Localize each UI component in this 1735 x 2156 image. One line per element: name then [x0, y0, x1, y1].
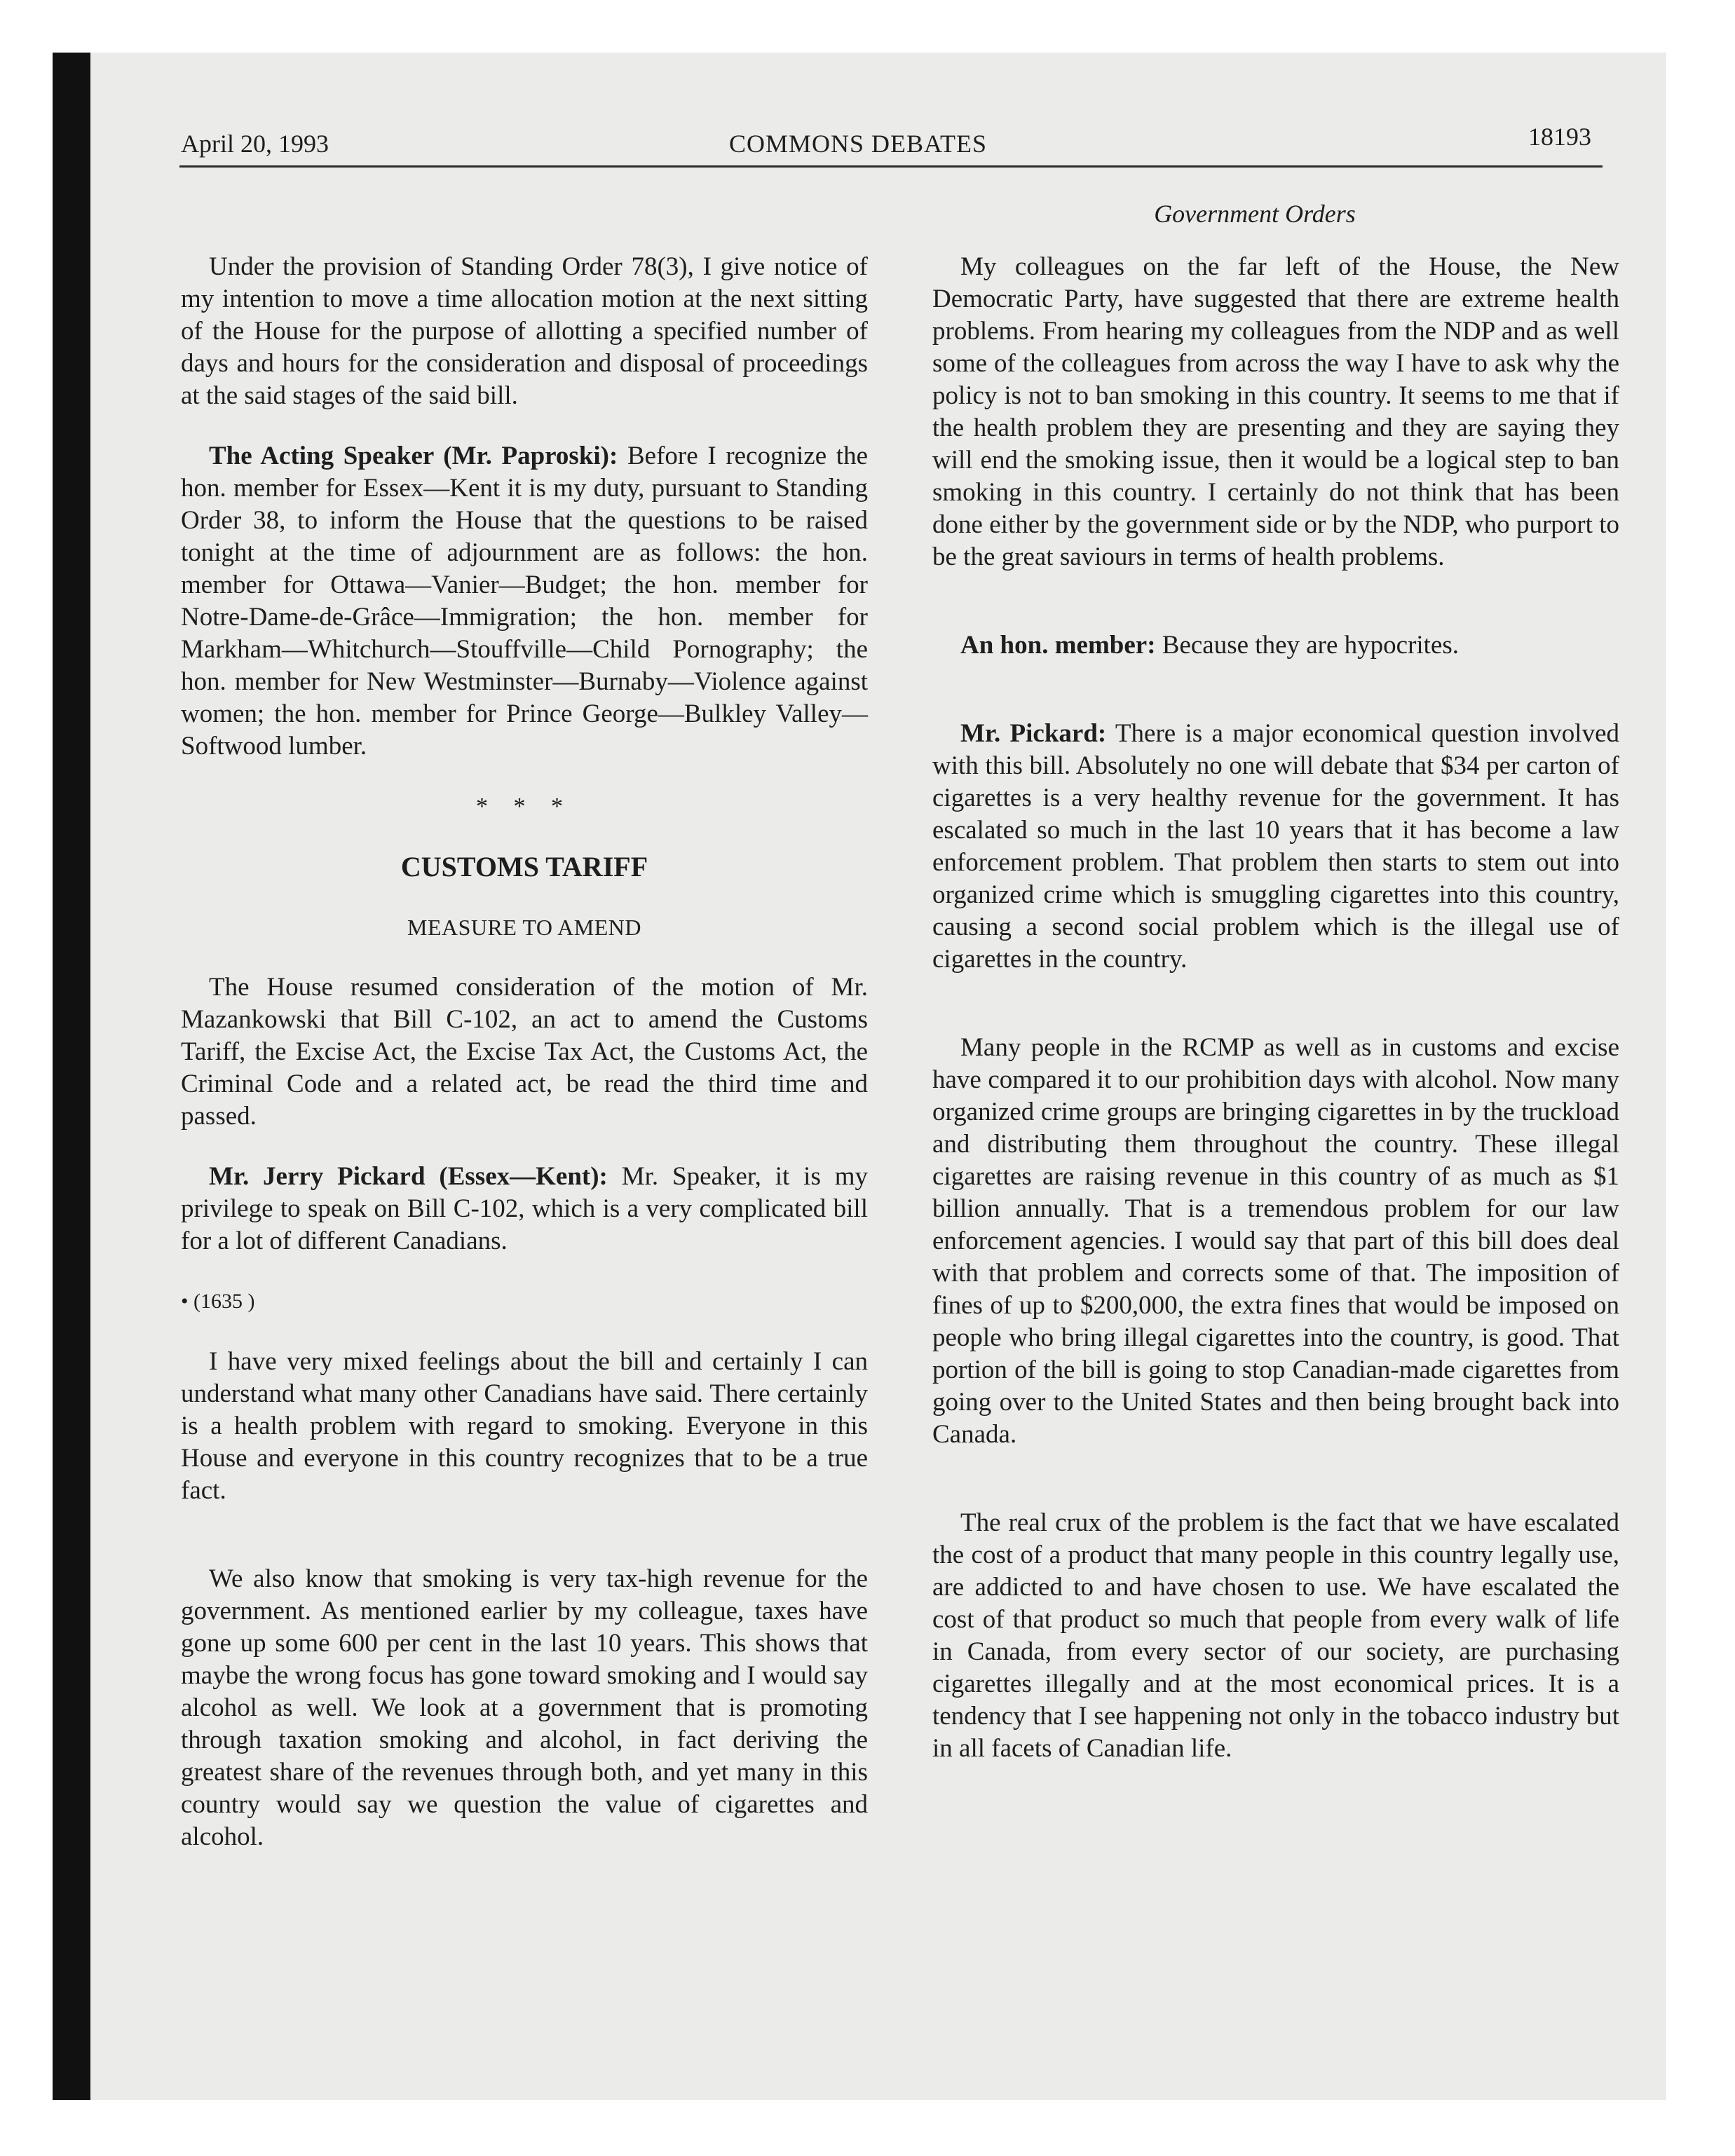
header-page-number: 18193: [1528, 123, 1591, 151]
speaker-name: Mr. Pickard:: [960, 719, 1107, 748]
paragraph: My colleagues on the far left of the House, the New Democratic Party, have suggested that there are extreme health problems. From hearing my colleagues from the NDP and as well some of the colleagues from across the way I have to ask why the policy is not to ban smoking in this country. It seems to me that if the health problem they are presenting and they are saying they will end the smoking issue, then it would be a logical step to ban smoking in this country. I certainly do not think that has been done either by the government side or by the NDP, who purport to be the great saviours in terms of health problems.: [932, 252, 1619, 571]
speech-text: Because they are hypocrites.: [1155, 631, 1460, 660]
paragraph: [932, 629, 1619, 662]
paragraph: Many people in the RCMP as well as in customs and excise have compared it to our prohibition days with alcohol. Now many organized crime groups are bringing cigarettes in by the truckload and distributing them throughout the country. These illegal cigarettes are raising revenue in this country of as much as $1 billion annually. That is a tremendous problem for our law enforcement agencies. I would say that part of this bill does deal with that problem and corrects some of that. The imposition of fines of up to $200,000, the extra fines that would be imposed on people who bring illegal cigarettes into the country, is good. That portion of the bill is going to stop Canadian-made cigarettes from going over to the United States and then being brought back into Canada.: [932, 1033, 1619, 1449]
section-separator: * * *: [476, 793, 573, 819]
paragraph: [181, 440, 868, 763]
speech-text: Before I recognize the hon. member for Essex—Kent it is my duty, pursuant to Standing Order 38, to inform the House that the questions to be raised tonight at the time of adjournment are as follows: the hon. member for Ottawa—Vanier—Budget; the hon. member for Notre-Dame-de-Grâce—Immigration; the hon. member for Markham—Whitchurch—Stouffville—Child Pornography; the hon. member for New Westminster—Burnaby—Violence against women; the hon. member for Prince George—Bulkley Valley—Softwood lumber.: [181, 442, 868, 760]
header-title: COMMONS DEBATES: [729, 130, 988, 158]
paragraph: The real crux of the problem is the fact that we have escalated the cost of a product that many people in this country legally use, are addicted to and have chosen to use. We have escalated the cost of that product so much that people from every walk of life in Canada, from every sector of our society, are purchasing cigarettes illegally and at the most economical prices. It is a tendency that I see happening not only in the tobacco industry but in all facets of Canadian life.: [932, 1508, 1619, 1763]
paragraph: We also know that smoking is very tax-high revenue for the government. As mentioned earlier by my colleague, taxes have gone up some 600 per cent in the last 10 years. This shows that maybe the wrong focus has gone toward smoking and I would say alcohol as well. We look at a government that is promoting through taxation smoking and alcohol, in fact deriving the greatest share of the revenues through both, and yet many in this country would say we question the value of cigarettes and alcohol.: [181, 1564, 868, 1851]
speaker-name: The Acting Speaker (Mr. Paproski):: [209, 442, 618, 470]
right-column: [932, 251, 1619, 1793]
paragraph: Under the provision of Standing Order 78(3), I give notice of my intention to move a time allocation motion at the next sitting of the House for the purpose of allotting a specified number of days and hours for the consideration and disposal of proceedings at the said stages of the said bill.: [181, 252, 868, 410]
timestamp: • (1635 ): [181, 1290, 255, 1313]
speaker-name: An hon. member:: [960, 631, 1156, 660]
speech-text: Mr. Speaker, it is my privilege to speak on Bill C-102, which is a very complicated bill for a lot of different Canadians.: [181, 1162, 868, 1255]
section-subheading: MEASURE TO AMEND: [407, 915, 641, 940]
paragraph: The House resumed consideration of the motion of Mr. Mazankowski that Bill C-102, an act to amend the Customs Tariff, the Excise Act, the Excise Tax Act, the Customs Act, the Criminal Code and a related act, be read the third time and passed.: [181, 973, 868, 1131]
paragraph: [181, 1161, 868, 1257]
left-column: [181, 251, 868, 1881]
header-rule: [179, 165, 1603, 168]
speaker-name: Mr. Jerry Pickard (Essex—Kent):: [209, 1162, 608, 1191]
speech-text: There is a major economical question involved with this bill. Absolutely no one will debate that $34 per carton of cigarettes is a very healthy revenue for the government. It has escalated so much in the last 10 years that it has become a law enforcement problem. That problem then starts to stem out into organized crime which is smuggling cigarettes into this country, causing a second social problem which is the illegal use of cigarettes in the country.: [932, 719, 1619, 974]
section-label: Government Orders: [1154, 200, 1356, 228]
paragraph: I have very mixed feelings about the bill and certainly I can understand what many other Canadians have said. There certainly is a health problem with regard to smoking. Everyone in this House and everyone in this country recognizes that to be a true fact.: [181, 1347, 868, 1505]
header-date: April 20, 1993: [181, 130, 329, 158]
paragraph: [932, 718, 1619, 976]
scan-shadow-edge: [53, 53, 90, 2100]
section-heading: CUSTOMS TARIFF: [400, 851, 648, 882]
